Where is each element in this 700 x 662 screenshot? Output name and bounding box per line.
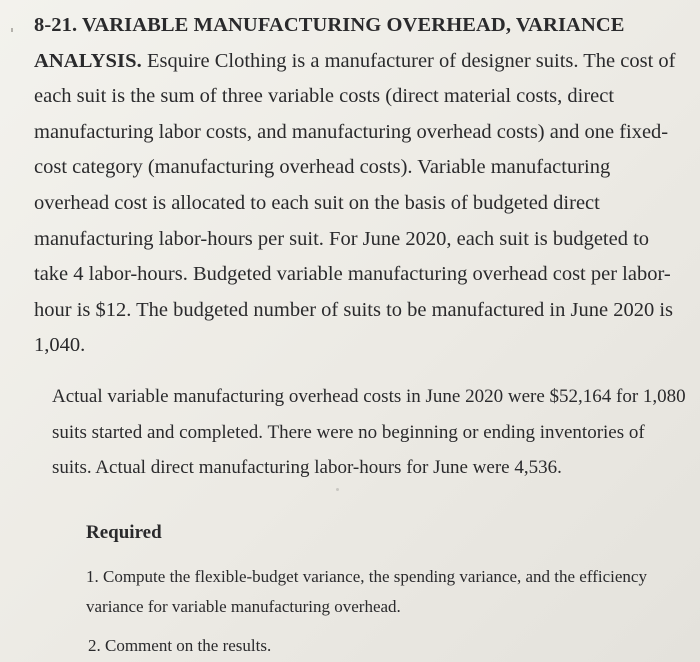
problem-text: Esquire Clothing is a manufacturer of designer suits. The cost of each suit is the sum of three variable costs (direct material costs, direct manufacturing labor costs, and manufacturing overhead costs) and one fixed-cost category (manufacturing overhead costs). Variable manufacturing overhead cost is allocated to each suit on the basis of budgeted direct manufacturing labor-hours per suit. For June 2020, each suit is budgeted to take 4 labor-hours. Budgeted variable manufacturing overhead cost per labor-hour is $12. The budgeted number of suits to be manufactured in June 2020 is 1,040.	[34, 49, 676, 357]
speck	[336, 488, 339, 491]
required-item-2: 2. Comment on the results.	[88, 636, 272, 655]
required-heading: Required	[86, 522, 162, 543]
problem-statement	[34, 8, 684, 364]
actual-costs-paragraph: Actual variable manufacturing overhead costs in June 2020 were $52,164 for 1,080 suits started and completed. There were no beginning or ending inventories of suits. Actual direct manufacturing labor-hours for June were 4,536.	[52, 386, 686, 479]
required-item-1: 1. Compute the flexible-budget variance, the spending variance, and the efficiency variance for variable manufacturing overhead.	[86, 567, 647, 616]
problem-heading: 8-21. VARIABLE MANUFACTURING OVERHEAD, VARIANCE ANALYSIS.	[34, 14, 625, 72]
page-mark	[11, 28, 13, 32]
